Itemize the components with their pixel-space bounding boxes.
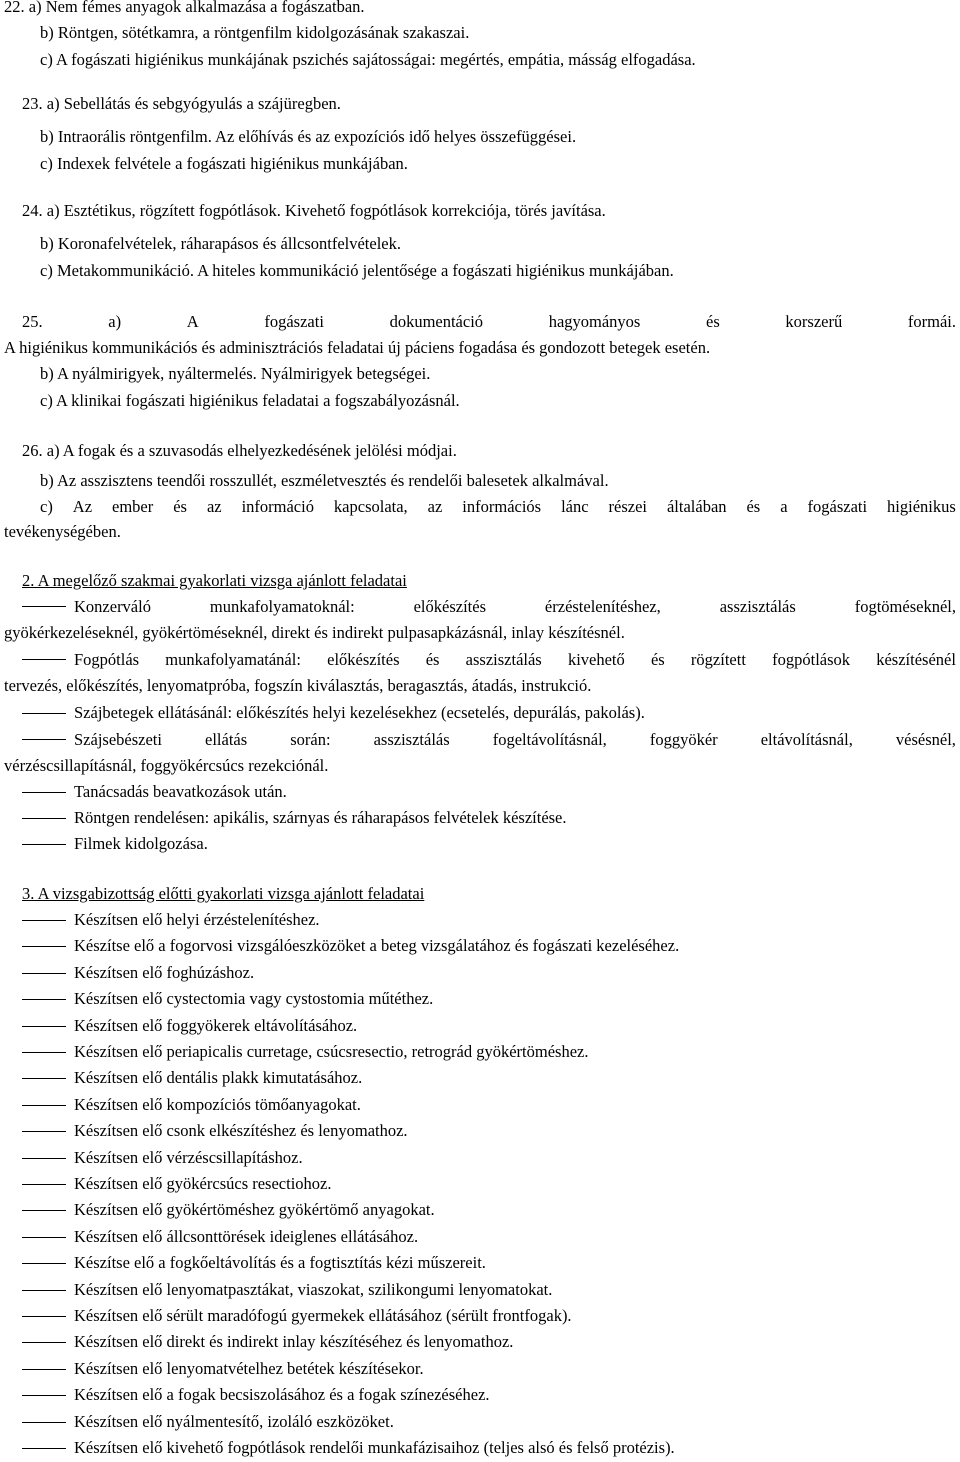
dash-bullet	[22, 946, 66, 947]
section3-item	[22, 1200, 956, 1220]
q26-c-cont: tevékenységében.	[4, 522, 121, 541]
word: munkafolyamatoknál:	[209, 597, 355, 616]
section3-item	[22, 1280, 956, 1300]
dash-bullet	[22, 1263, 66, 1264]
section2-item	[22, 782, 956, 802]
q26-b: b) Az asszisztens teendői rosszullét, eszméletvesztés és rendelői balesetek alkalmával.	[40, 471, 609, 490]
dash-bullet	[22, 920, 66, 921]
q22-c: c) A fogászati higiénikus munkájának pszichés sajátosságai: megértés, empátia, másság elfogadása.	[40, 50, 696, 69]
section3-item	[22, 1438, 956, 1458]
section3-title: 3. A vizsgabizottság előtti gyakorlati vizsga ajánlott feladatai	[22, 884, 425, 903]
word: előkészítés	[413, 597, 486, 616]
dash-bullet	[22, 844, 66, 845]
section2-item	[22, 597, 956, 617]
dash-bullet	[22, 1026, 66, 1027]
section3-item	[22, 1332, 956, 1352]
q25-a-cont: A higiénikus kommunikációs és adminisztrációs feladatai új páciens fogadása és gondozott betegek esetén.	[4, 338, 711, 357]
item-text: Készítse elő a fogorvosi vizsgálóeszközöket a beteg vizsgálatához és fogászati kezeléséhez.	[74, 936, 680, 955]
section3-item	[22, 1016, 956, 1036]
section3-item	[22, 1227, 956, 1247]
word: Fogpótlás	[74, 650, 140, 669]
word: az	[427, 497, 443, 516]
item-text: Készítsen elő a fogak becsiszolásához és a fogak színezéséhez.	[74, 1385, 490, 1404]
section3-item	[22, 1068, 956, 1088]
q24-c: c) Metakommunikáció. A hiteles kommunikáció jelentősége a fogászati higiénikus munkájában.	[40, 261, 674, 280]
dash-bullet	[22, 1342, 66, 1343]
item-text: Készítsen elő vérzéscsillapításhoz.	[74, 1148, 303, 1167]
dash-bullet	[22, 1105, 66, 1106]
item-text: Készítse elő a fogkőeltávolítás és a fogtisztítás kézi műszereit.	[74, 1253, 486, 1272]
item-text: Készítsen elő dentális plakk kimutatásához.	[74, 1068, 363, 1087]
section3-item	[22, 1306, 956, 1326]
word: lánc	[561, 497, 589, 516]
dash-bullet	[22, 1052, 66, 1053]
word: és	[706, 312, 720, 331]
word: és	[650, 650, 665, 669]
dash-bullet	[22, 999, 66, 1000]
dash-bullet	[22, 1237, 66, 1238]
word: fogpótlások	[772, 650, 851, 669]
word: érzéstelenítéshez,	[544, 597, 661, 616]
dash-bullet	[22, 606, 66, 607]
section2-title: 2. A megelőző szakmai gyakorlati vizsga ajánlott feladatai	[22, 571, 407, 590]
section2-item	[22, 730, 956, 750]
word: dokumentáció	[389, 312, 484, 331]
section3-item	[22, 963, 956, 983]
word: 25.	[22, 312, 43, 331]
dash-bullet	[22, 1158, 66, 1159]
word: részei	[608, 497, 647, 516]
item-text: Készítsen elő gyökértöméshez gyökértömő anyagokat.	[74, 1200, 435, 1219]
word: Konzerváló	[74, 597, 151, 616]
q26-c	[40, 497, 956, 517]
section3-item	[22, 936, 956, 956]
dash-bullet	[22, 818, 66, 819]
dash-bullet	[22, 739, 66, 740]
dash-bullet	[22, 713, 66, 714]
item-text: Készítsen elő foghúzáshoz.	[74, 963, 255, 982]
dash-bullet	[22, 659, 66, 660]
section3-item	[22, 1121, 956, 1141]
word: és	[746, 497, 761, 516]
item-text: Röntgen rendelésen: apikális, szárnyas és ráharapásos felvételek készítése.	[74, 808, 567, 827]
word: rögzített	[690, 650, 746, 669]
word: Az	[72, 497, 93, 516]
q22-a: 22. a) Nem fémes anyagok alkalmazása a fogászatban.	[4, 0, 365, 16]
word: a)	[108, 312, 122, 331]
word: korszerű	[785, 312, 843, 331]
q25-a	[22, 312, 956, 332]
word: előkészítés	[327, 650, 400, 669]
dash-bullet	[22, 1078, 66, 1079]
word: asszisztálás	[719, 597, 796, 616]
section2-item	[22, 703, 956, 723]
word: higiénikus	[887, 497, 956, 516]
item-text: Készítsen elő periapicalis curretage, csúcsresectio, retrográd gyökértöméshez.	[74, 1042, 589, 1061]
word: a	[780, 497, 788, 516]
word: információs	[462, 497, 542, 516]
section2-item	[22, 808, 956, 828]
word: fogeltávolításnál,	[492, 730, 607, 749]
q24-a: 24. a) Esztétikus, rögzített fogpótlások. Kivehető fogpótlások korrekciója, törés javítása.	[22, 201, 606, 220]
dash-bullet	[22, 1369, 66, 1370]
word: kapcsolata,	[333, 497, 408, 516]
item-text: Tanácsadás beavatkozások után.	[74, 782, 287, 801]
section3-item	[22, 1095, 956, 1115]
dash-bullet	[22, 1395, 66, 1396]
word: készítésénél	[876, 650, 956, 669]
item-text: Filmek kidolgozása.	[74, 834, 208, 853]
item-text: Készítsen elő csonk elkészítéshez és lenyomathoz.	[74, 1121, 408, 1140]
item-text: Készítsen elő foggyökerek eltávolításához.	[74, 1016, 358, 1035]
word: ellátás	[205, 730, 248, 749]
section3-item	[22, 1253, 956, 1273]
dash-bullet	[22, 792, 66, 793]
item-text: Szájbetegek ellátásánál: előkészítés helyi kezelésekhez (ecsetelés, depurálás, pakolás).	[74, 703, 645, 722]
dash-bullet	[22, 1184, 66, 1185]
word: Szájsebészeti	[74, 730, 162, 749]
dash-bullet	[22, 1210, 66, 1211]
q22-b: b) Röntgen, sötétkamra, a röntgenfilm kidolgozásának szakaszai.	[40, 23, 470, 42]
word: A	[186, 312, 199, 331]
item-text: Készítsen elő kivehető fogpótlások rendelői munkafázisaihoz (teljes alsó és felső protézis).	[74, 1438, 675, 1457]
section3-item	[22, 1385, 956, 1405]
dash-bullet	[22, 1448, 66, 1449]
word: ember	[112, 497, 154, 516]
item-text: Készítsen elő direkt és indirekt inlay készítéséhez és lenyomathoz.	[74, 1332, 514, 1351]
word: hagyományos	[548, 312, 641, 331]
word: és	[425, 650, 440, 669]
section3-item	[22, 1042, 956, 1062]
section3-item	[22, 1359, 956, 1379]
dash-bullet	[22, 973, 66, 974]
item-text: Készítsen elő sérült maradófogú gyermekek ellátásához (sérült frontfogak).	[74, 1306, 572, 1325]
item-text: Készítsen elő nyálmentesítő, izoláló eszközöket.	[74, 1412, 394, 1431]
word: vésésnél,	[895, 730, 956, 749]
item-text: Készítsen elő cystectomia vagy cystostomia műtéthez.	[74, 989, 434, 1008]
word: asszisztálás	[373, 730, 450, 749]
item-text: Készítsen elő állcsonttörések ideiglenes ellátásához.	[74, 1227, 419, 1246]
dash-bullet	[22, 1290, 66, 1291]
word: formái.	[907, 312, 956, 331]
word: és	[173, 497, 187, 516]
word: fogászati	[807, 497, 868, 516]
item-text: Készítsen elő lenyomatvételhez betétek készítésekor.	[74, 1359, 424, 1378]
word: foggyökér	[649, 730, 718, 749]
word: c)	[40, 497, 53, 516]
q25-c: c) A klinikai fogászati higiénikus feladatai a fogszabályozásnál.	[40, 391, 460, 410]
q24-b: b) Koronafelvételek, ráharapásos és állcsontfelvételek.	[40, 234, 402, 253]
section2-item-cont: tervezés, előkészítés, lenyomatpróba, fogszín kiválasztás, beragasztás, átadás, instrukció.	[4, 676, 592, 695]
section2-item-cont: gyökérkezeléseknél, gyökértöméseknél, direkt és indirekt pulpasapkázásnál, inlay készítésnél.	[4, 623, 625, 642]
word: általában	[666, 497, 727, 516]
section2-item	[22, 650, 956, 670]
q23-a: 23. a) Sebellátás és sebgyógyulás a szájüregben.	[22, 94, 341, 113]
section3-item	[22, 1412, 956, 1432]
word: fogtöméseknél,	[854, 597, 956, 616]
q26-a: 26. a) A fogak és a szuvasodás elhelyezkedésének jelölési módjai.	[22, 441, 457, 460]
q23-c: c) Indexek felvétele a fogászati higiénikus munkájában.	[40, 154, 408, 173]
item-text: Készítsen elő lenyomatpasztákat, viaszokat, szilikongumi lenyomatokat.	[74, 1280, 553, 1299]
word: munkafolyamatánál:	[165, 650, 301, 669]
word: információ	[241, 497, 314, 516]
item-text: Készítsen elő helyi érzéstelenítéshez.	[74, 910, 320, 929]
section3-item	[22, 910, 956, 930]
word: fogászati	[264, 312, 324, 331]
word: során:	[290, 730, 331, 749]
item-text: Készítsen elő kompozíciós tömőanyagokat.	[74, 1095, 361, 1114]
word: eltávolításnál,	[760, 730, 853, 749]
dash-bullet	[22, 1316, 66, 1317]
q23-b: b) Intraorális röntgenfilm. Az előhívás és az expozíciós idő helyes összefüggései.	[40, 127, 577, 146]
word: asszisztálás	[465, 650, 542, 669]
word: az	[206, 497, 222, 516]
section3-item	[22, 989, 956, 1009]
section3-item	[22, 1148, 956, 1168]
dash-bullet	[22, 1131, 66, 1132]
section3-item	[22, 1174, 956, 1194]
section2-item-cont: vérzéscsillapításnál, foggyökércsúcs rezekciónál.	[4, 756, 329, 775]
item-text: Készítsen elő gyökércsúcs resectiohoz.	[74, 1174, 332, 1193]
word: kivehető	[567, 650, 625, 669]
q25-b: b) A nyálmirigyek, nyáltermelés. Nyálmirigyek betegségei.	[40, 364, 431, 383]
dash-bullet	[22, 1422, 66, 1423]
section2-item	[22, 834, 956, 854]
